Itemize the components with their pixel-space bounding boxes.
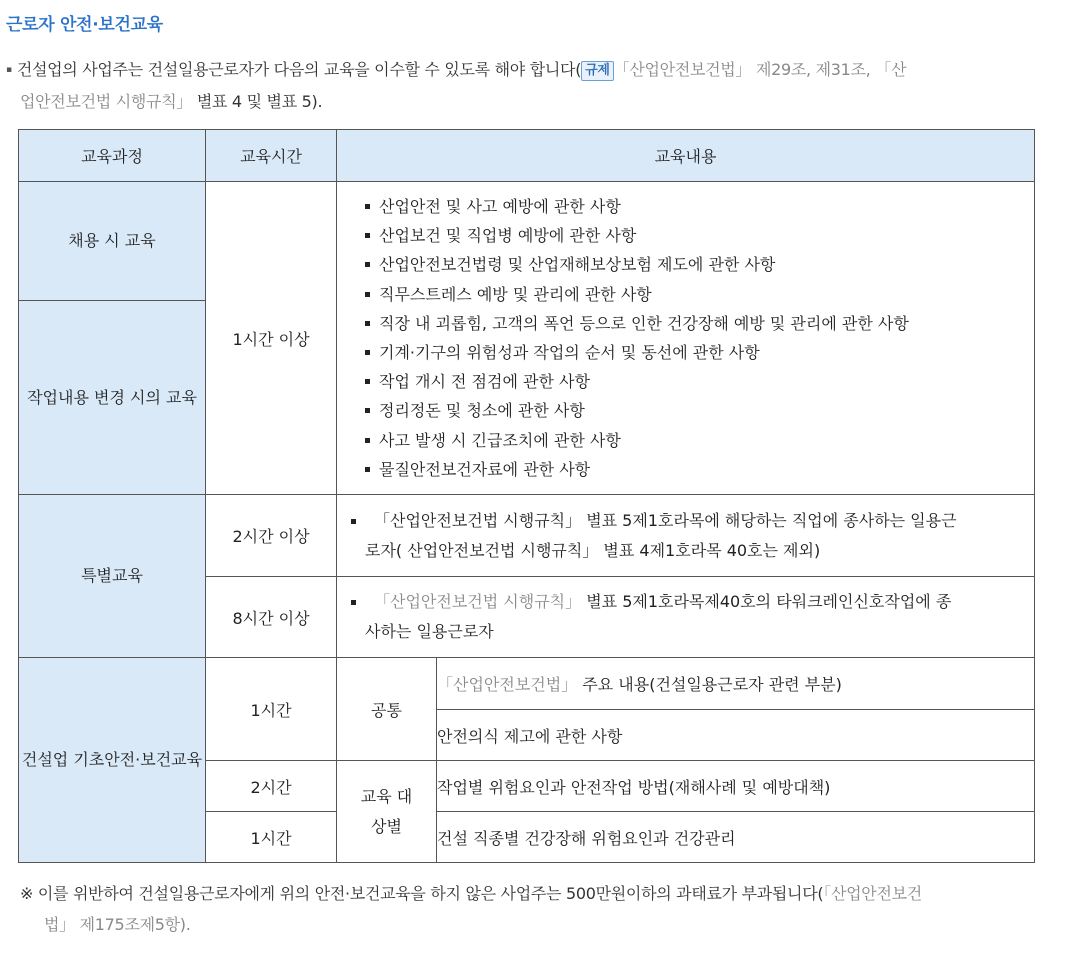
content-item: 사고 발생 시 긴급조치에 관한 사항 — [365, 426, 1034, 455]
hours-basic-3: 1시간 — [206, 812, 337, 863]
intro-paragraph — [6, 54, 1046, 117]
content-item: 물질안전보건자료에 관한 사항 — [365, 455, 1034, 484]
bullet-icon — [351, 600, 356, 605]
target-specific: 교육 대상별 — [337, 761, 437, 863]
course-hire: 채용 시 교육 — [19, 182, 206, 301]
footer-article: 제175조제5항). — [74, 915, 191, 934]
intro-appendix: 별표 4 및 별표 5). — [192, 92, 323, 111]
hours-special-8: 8시간 이상 — [206, 577, 337, 658]
special-text-2a: 별표 5제1호라목제40호의 타워크레인신호작업에 종 — [581, 592, 952, 611]
basic-item-2: 안전의식 제고에 관한 사항 — [437, 710, 1035, 761]
page-title: 근로자 안전·보건교육 — [6, 15, 163, 35]
content-item: 작업 개시 전 점검에 관한 사항 — [365, 367, 1034, 396]
footer-text: ※ 이를 위반하여 건설일용근로자에게 위의 안전·보건교육을 하지 않은 사업주는 500만원이하의 과태료가 부과됩니다( — [20, 884, 824, 903]
content-item: 산업보건 및 직업병 예방에 관한 사항 — [365, 221, 1034, 250]
content-special-1 — [337, 495, 1035, 577]
basic-item-1-text: 주요 내용(건설일용근로자 관련 부분) — [577, 675, 842, 694]
law-link[interactable]: 「산업안전보건법」 — [613, 60, 752, 79]
course-special: 특별교육 — [19, 495, 206, 658]
header-course: 교육과정 — [19, 130, 206, 182]
bullet-icon — [351, 519, 356, 524]
law-link-rule[interactable]: 「산 — [875, 60, 907, 79]
content-item: 직장 내 괴롭힘, 고객의 폭언 등으로 인한 건강장해 예방 및 관리에 관한 사항 — [365, 309, 1034, 338]
law-link-footer-cont[interactable]: 법」 — [44, 915, 75, 934]
basic-item-4: 건설 직종별 건강장해 위험요인과 건강관리 — [437, 812, 1035, 863]
hours-hire: 1시간 이상 — [206, 182, 337, 495]
hours-basic-1: 1시간 — [206, 658, 337, 761]
basic-item-3: 작업별 위험요인과 안전작업 방법(재해사례 및 예방대책) — [437, 761, 1035, 812]
header-content: 교육내용 — [337, 130, 1035, 182]
regulation-badge[interactable]: 규제 — [581, 61, 614, 81]
special-text-2b: 사하는 일용근로자 — [365, 622, 494, 641]
law-link-rule-cont[interactable]: 업안전보건법 시행규칙」 — [20, 92, 193, 111]
content-list — [337, 186, 1034, 490]
law-link-footer[interactable]: 「산업안전보건 — [823, 884, 922, 903]
basic-item-1 — [437, 658, 1035, 710]
content-item: 산업안전보건법령 및 산업재해보상보험 제도에 관한 사항 — [365, 250, 1034, 279]
bullet-icon: ▪ — [6, 65, 12, 75]
course-basic: 건설업 기초안전·보건교육 — [19, 658, 206, 863]
course-change: 작업내용 변경 시의 교육 — [19, 301, 206, 495]
law-link-special[interactable]: 「산업안전보건법 시행규칙」 — [374, 592, 582, 611]
intro-article: 제29조, 제31조, — [751, 60, 876, 79]
target-common: 공통 — [337, 658, 437, 761]
content-item: 산업안전 및 사고 예방에 관한 사항 — [365, 192, 1034, 221]
content-hire — [337, 182, 1035, 495]
content-item: 기계·기구의 위험성과 작업의 순서 및 동선에 관한 사항 — [365, 338, 1034, 367]
intro-text: 건설업의 사업주는 건설일용근로자가 다음의 교육을 이수할 수 있도록 해야 합니다( — [16, 60, 582, 79]
hours-basic-2: 2시간 — [206, 761, 337, 812]
content-item: 직무스트레스 예방 및 관리에 관한 사항 — [365, 280, 1034, 309]
footer-note — [20, 878, 1060, 940]
special-text-1b: 로자( 산업안전보건법 시행규칙」 별표 4제1호라목 40호는 제외) — [365, 540, 821, 560]
hours-special-2: 2시간 이상 — [206, 495, 337, 577]
special-text-1a: 「산업안전보건법 시행규칙」 별표 5제1호라목에 해당하는 직업에 종사하는 일용근 — [374, 510, 957, 530]
content-item: 정리정돈 및 청소에 관한 사항 — [365, 396, 1034, 425]
law-link-basic[interactable]: 「산업안전보건법」 — [437, 675, 578, 694]
content-special-2 — [337, 577, 1035, 658]
header-hours: 교육시간 — [206, 130, 337, 182]
education-table — [18, 129, 1035, 863]
